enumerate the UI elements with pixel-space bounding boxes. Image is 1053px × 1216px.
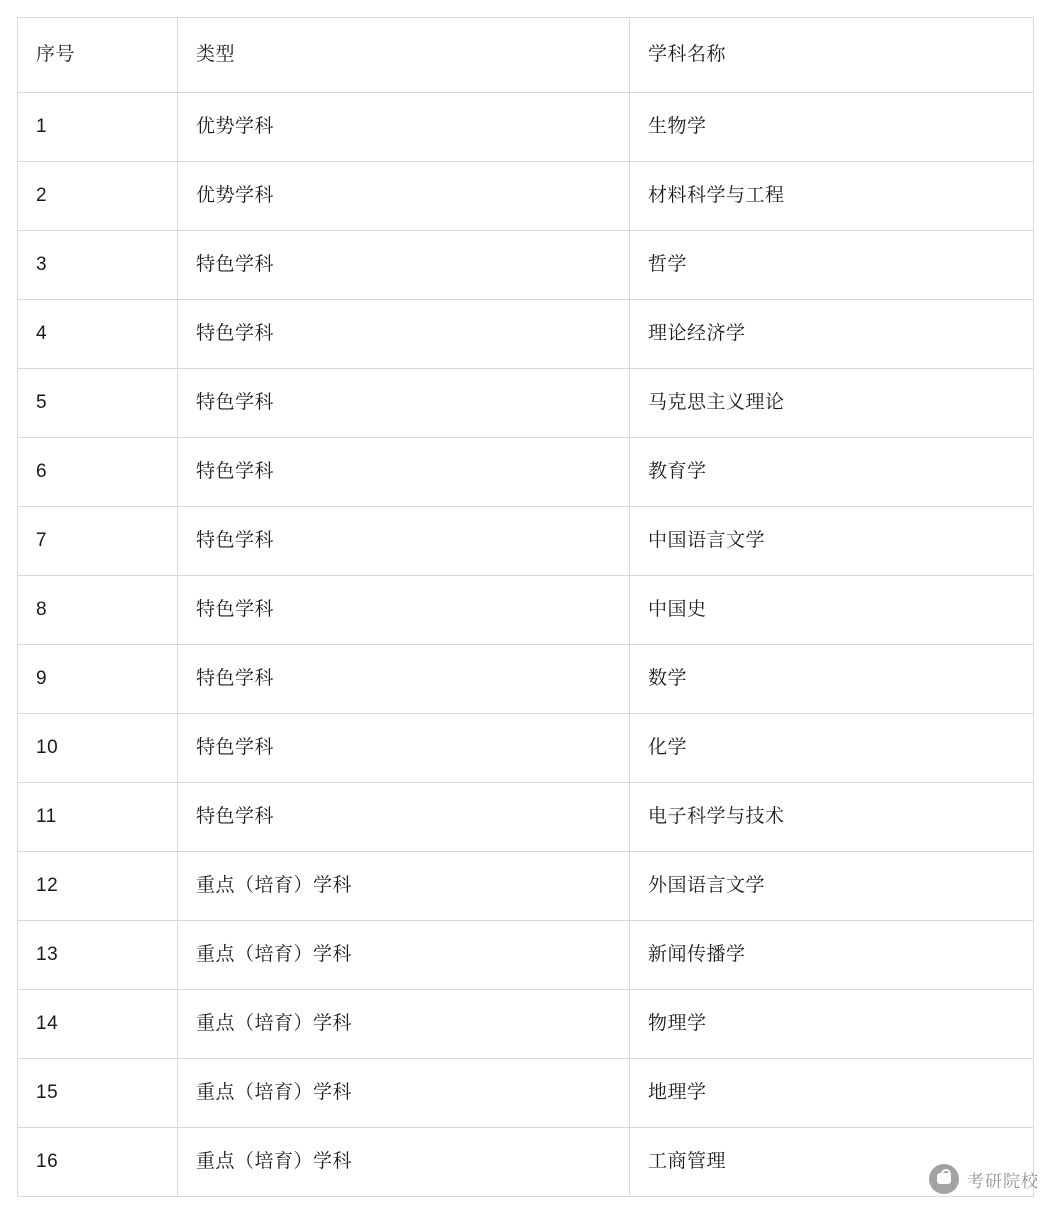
- cell-index: 10: [18, 714, 178, 783]
- table-row: [18, 645, 1034, 714]
- discipline-table: [17, 17, 1034, 1197]
- cell-type: 特色学科: [178, 645, 630, 714]
- cell-index: 8: [18, 576, 178, 645]
- table-row: [18, 783, 1034, 852]
- cell-type: 重点（培育）学科: [178, 852, 630, 921]
- table-row: [18, 1059, 1034, 1128]
- table-row: [18, 576, 1034, 645]
- cell-type: 重点（培育）学科: [178, 1059, 630, 1128]
- table-row: [18, 714, 1034, 783]
- column-header-index: 序号: [18, 18, 178, 93]
- table-row: [18, 507, 1034, 576]
- cell-index: 13: [18, 921, 178, 990]
- cell-type: 特色学科: [178, 507, 630, 576]
- cell-index: 5: [18, 369, 178, 438]
- table-row: [18, 852, 1034, 921]
- cell-name: 地理学: [630, 1059, 1034, 1128]
- cell-index: 3: [18, 231, 178, 300]
- table-body: [18, 93, 1034, 1197]
- table-row: [18, 93, 1034, 162]
- cell-name: 生物学: [630, 93, 1034, 162]
- table-row: [18, 990, 1034, 1059]
- cell-type: 特色学科: [178, 576, 630, 645]
- cell-type: 特色学科: [178, 438, 630, 507]
- cell-name: 新闻传播学: [630, 921, 1034, 990]
- cell-index: 7: [18, 507, 178, 576]
- cell-index: 9: [18, 645, 178, 714]
- cell-index: 12: [18, 852, 178, 921]
- cell-index: 1: [18, 93, 178, 162]
- cell-name: 物理学: [630, 990, 1034, 1059]
- table-row: [18, 438, 1034, 507]
- cell-name: 哲学: [630, 231, 1034, 300]
- table-row: [18, 369, 1034, 438]
- table-header: [18, 18, 1034, 93]
- cell-name: 马克思主义理论: [630, 369, 1034, 438]
- document-page: [0, 17, 1053, 1216]
- cell-name: 材料科学与工程: [630, 162, 1034, 231]
- cell-type: 特色学科: [178, 783, 630, 852]
- table-row: [18, 1128, 1034, 1197]
- cell-name: 数学: [630, 645, 1034, 714]
- cell-index: 6: [18, 438, 178, 507]
- cell-index: 11: [18, 783, 178, 852]
- cell-index: 4: [18, 300, 178, 369]
- cell-type: 特色学科: [178, 300, 630, 369]
- column-header-name: 学科名称: [630, 18, 1034, 93]
- cell-name: 中国语言文学: [630, 507, 1034, 576]
- table-row: [18, 921, 1034, 990]
- table-header-row: [18, 18, 1034, 93]
- cell-name: 理论经济学: [630, 300, 1034, 369]
- column-header-type: 类型: [178, 18, 630, 93]
- cell-name: 中国史: [630, 576, 1034, 645]
- cell-type: 特色学科: [178, 714, 630, 783]
- cell-type: 重点（培育）学科: [178, 1128, 630, 1197]
- cell-index: 2: [18, 162, 178, 231]
- watermark-label: 考研院校: [967, 1171, 1039, 1191]
- cell-type: 重点（培育）学科: [178, 921, 630, 990]
- table-row: [18, 162, 1034, 231]
- cell-type: 优势学科: [178, 93, 630, 162]
- cell-type: 重点（培育）学科: [178, 990, 630, 1059]
- cell-index: 14: [18, 990, 178, 1059]
- cell-name: 化学: [630, 714, 1034, 783]
- cell-name: 教育学: [630, 438, 1034, 507]
- cell-type: 优势学科: [178, 162, 630, 231]
- cell-type: 特色学科: [178, 369, 630, 438]
- cell-type: 特色学科: [178, 231, 630, 300]
- cell-name: 外国语言文学: [630, 852, 1034, 921]
- table-row: [18, 231, 1034, 300]
- wechat-account-icon: [929, 1164, 959, 1194]
- cell-name: 电子科学与技术: [630, 783, 1034, 852]
- watermark: [929, 1164, 1039, 1194]
- cell-name: 工商管理: [630, 1128, 1034, 1197]
- table-row: [18, 300, 1034, 369]
- cell-index: 15: [18, 1059, 178, 1128]
- cell-index: 16: [18, 1128, 178, 1197]
